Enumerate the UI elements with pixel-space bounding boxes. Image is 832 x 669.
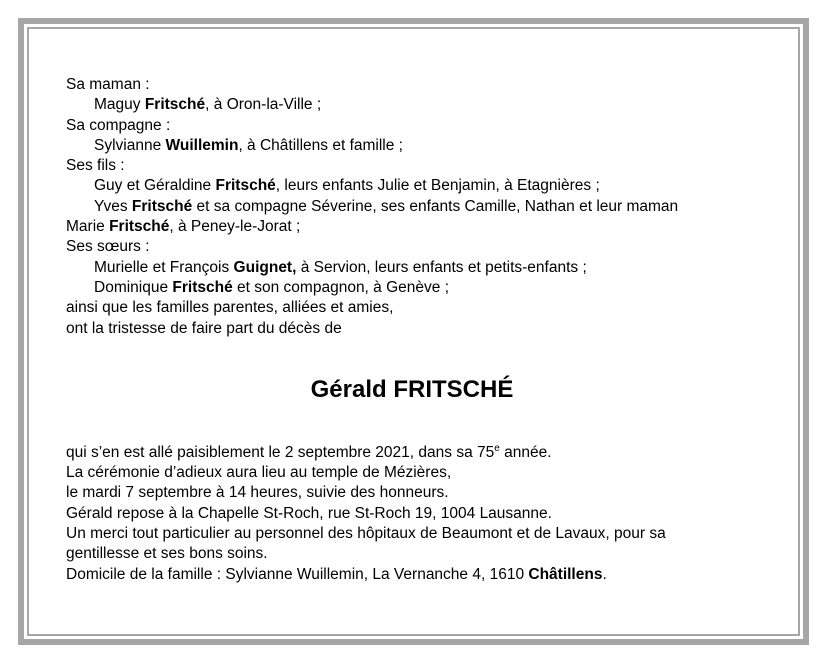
- text-line: Sa maman :: [66, 76, 150, 93]
- text-line: Murielle et François Guignet, à Servion, leurs enfants et petits-enfants ;: [94, 258, 587, 276]
- deceased-name: Gérald FRITSCHÉ: [310, 375, 514, 403]
- text-line: Sa compagne :: [66, 116, 171, 134]
- text-line: ainsi que les familles parentes, alliées et amies,: [66, 299, 394, 317]
- text-line: Ses fils :: [66, 157, 125, 175]
- text-line: Maguy Fritsché, à Oron-la-Ville ;: [94, 96, 322, 114]
- text-line: La cérémonie d’adieux aura lieu au temple de Mézières,: [66, 464, 452, 482]
- text-line: Marie Fritsché, à Peney-le-Jorat ;: [66, 218, 301, 236]
- obituary-content: [29, 29, 798, 585]
- page-border-inner-line: [27, 27, 800, 636]
- text-line: ont la tristesse de faire part du décès de: [66, 319, 342, 337]
- text-line: Domicile de la famille : Sylvianne Wuillemin, La Vernanche 4, 1610 Châtillens.: [66, 565, 607, 583]
- page-border-frame: [18, 18, 809, 645]
- text-line: gentillesse et ses bons soins.: [66, 545, 268, 563]
- text-line: le mardi 7 septembre à 14 heures, suivie des honneurs.: [66, 484, 449, 502]
- text-line: Yves Fritsché et sa compagne Séverine, ses enfants Camille, Nathan et leur maman: [94, 197, 679, 215]
- text-line: Ses sœurs :: [66, 238, 150, 256]
- text-line: Un merci tout particulier au personnel des hôpitaux de Beaumont et de Lavaux, pour sa: [66, 525, 666, 543]
- text-line: Guy et Géraldine Fritsché, leurs enfants Julie et Benjamin, à Etagnières ;: [94, 177, 600, 195]
- announcement-details: [66, 443, 758, 585]
- text-line: qui s’en est allé paisiblement le 2 septembre 2021, dans sa 75e année.: [66, 442, 552, 461]
- family-list: [66, 75, 758, 339]
- text-line: Gérald repose à la Chapelle St-Roch, rue St-Roch 19, 1004 Lausanne.: [66, 504, 552, 522]
- text-line: Dominique Fritsché et son compagnon, à Genève ;: [94, 278, 449, 296]
- text-line: Sylvianne Wuillemin, à Châtillens et famille ;: [94, 136, 403, 154]
